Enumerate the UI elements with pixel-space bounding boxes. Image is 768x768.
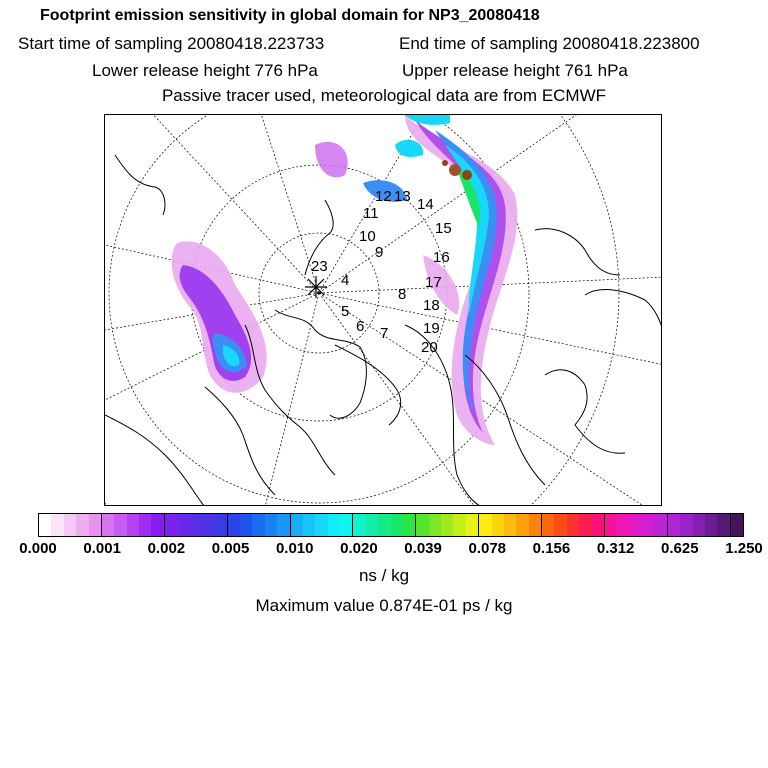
colorbar-segment [328,514,340,536]
colorbar-tick-label: 0.002 [147,540,186,557]
colorbar-segment [265,514,277,536]
track-label: 15 [435,220,452,237]
track-label: 7 [380,325,389,342]
colorbar-segment [64,514,76,536]
track-label: 5 [341,303,350,320]
release-heights [92,61,628,81]
colorbar-segment [340,514,352,536]
track-label: 8 [398,286,407,303]
colorbar-segment [252,514,264,536]
release-star-icon [305,276,327,298]
latitude-circles [105,115,619,506]
colorbar-segment [76,514,88,536]
track-label: 9 [375,244,384,261]
colorbar-segment [680,514,692,536]
track-label: 10 [359,228,376,245]
colorbar-segment [366,514,378,536]
upper-release-height: Upper release height 761 hPa [402,61,628,80]
colorbar-tick-label: 0.312 [596,540,635,557]
track-label: 23 [311,258,328,275]
colorbar-segment [529,514,541,536]
colorbar-tick-label: 0.001 [83,540,121,557]
colorbar-segment [654,514,666,536]
maximum-value: Maximum value 0.874E-01 ps / kg [255,596,513,615]
track-label: 16 [433,249,450,266]
colorbar-segment [164,514,177,536]
colorbar-segment [114,514,126,536]
colorbar-segment [667,514,680,536]
colorbar-segment [429,514,441,536]
tracer-note: Passive tracer used, meteorological data are from ECMWF [161,86,607,105]
track-label: 18 [423,297,440,314]
track-label: 20 [421,339,438,356]
start-sampling-time: Start time of sampling 20080418.223733 [18,34,325,53]
colorbar-segment [378,514,390,536]
track-label: 11 [363,205,379,222]
colorbar-tick-label: 1.250 [725,540,763,557]
colorbar-segment [127,514,139,536]
colorbar-tick-label: 0.010 [275,540,314,557]
colorbar-unit: ns / kg [358,566,410,585]
colorbar-segment [478,514,491,536]
colorbar-segment [151,514,163,536]
colorbar-segment [705,514,717,536]
colorbar-tick-label: 0.039 [404,540,442,557]
colorbar-segment [466,514,478,536]
colorbar-segment [504,514,516,536]
colorbar-segment [139,514,151,536]
end-sampling-time: End time of sampling 20080418.223800 [399,34,700,53]
colorbar-tick-label: 0.625 [661,540,699,557]
colorbar-segment [277,514,289,536]
colorbar-segment [579,514,591,536]
colorbar-segment [202,514,214,536]
colorbar-segment [214,514,226,536]
colorbar-segment [453,514,465,536]
track-label: 4 [341,272,350,289]
colorbar-segment [101,514,114,536]
colorbar-segment [604,514,617,536]
colorbar-segment [89,514,101,536]
colorbar-segment [441,514,453,536]
colorbar-segment [403,514,415,536]
track-label: 19 [423,320,440,337]
sensitivity-plume-west [172,241,267,392]
polar-map [104,114,662,506]
colorbar-segment [642,514,654,536]
map-canvas [105,115,662,506]
colorbar-segment [391,514,403,536]
colorbar-segment [227,514,240,536]
colorbar-segment [415,514,428,536]
colorbar [38,513,744,537]
lower-release-height: Lower release height 776 hPa [92,61,318,80]
colorbar-segment [717,514,729,536]
colorbar-segment [290,514,303,536]
colorbar-tick-label: 0.020 [340,540,378,557]
colorbar-segment [315,514,327,536]
colorbar-tick-label: 0.000 [19,540,57,557]
colorbar-segment [39,514,51,536]
track-label: 6 [356,318,365,335]
plot-title: Footprint emission sensitivity in global domain for NP3_20080418 [40,7,540,24]
colorbar-segment [592,514,604,536]
meridians [105,115,662,506]
colorbar-segment [190,514,202,536]
track-label: 13 [394,188,411,205]
colorbar-tick-label: 0.078 [468,540,507,557]
colorbar-segment [177,514,189,536]
colorbar-segment [516,514,528,536]
colorbar-segment [51,514,63,536]
colorbar-segment [303,514,315,536]
colorbar-tick-label: 0.005 [211,540,250,557]
colorbar-segment [541,514,554,536]
sampling-times [18,34,700,54]
colorbar-segment [492,514,504,536]
colorbar-segment [567,514,579,536]
colorbar-segment [617,514,629,536]
colorbar-segment [730,514,743,536]
track-label: 14 [417,196,434,213]
colorbar-segment [240,514,252,536]
colorbar-segment [352,514,365,536]
colorbar-tick-label: 0.156 [532,540,571,557]
track-label: 12 [375,188,392,205]
colorbar-segment [630,514,642,536]
track-label: 17 [425,274,442,291]
colorbar-segment [693,514,705,536]
colorbar-segment [554,514,566,536]
